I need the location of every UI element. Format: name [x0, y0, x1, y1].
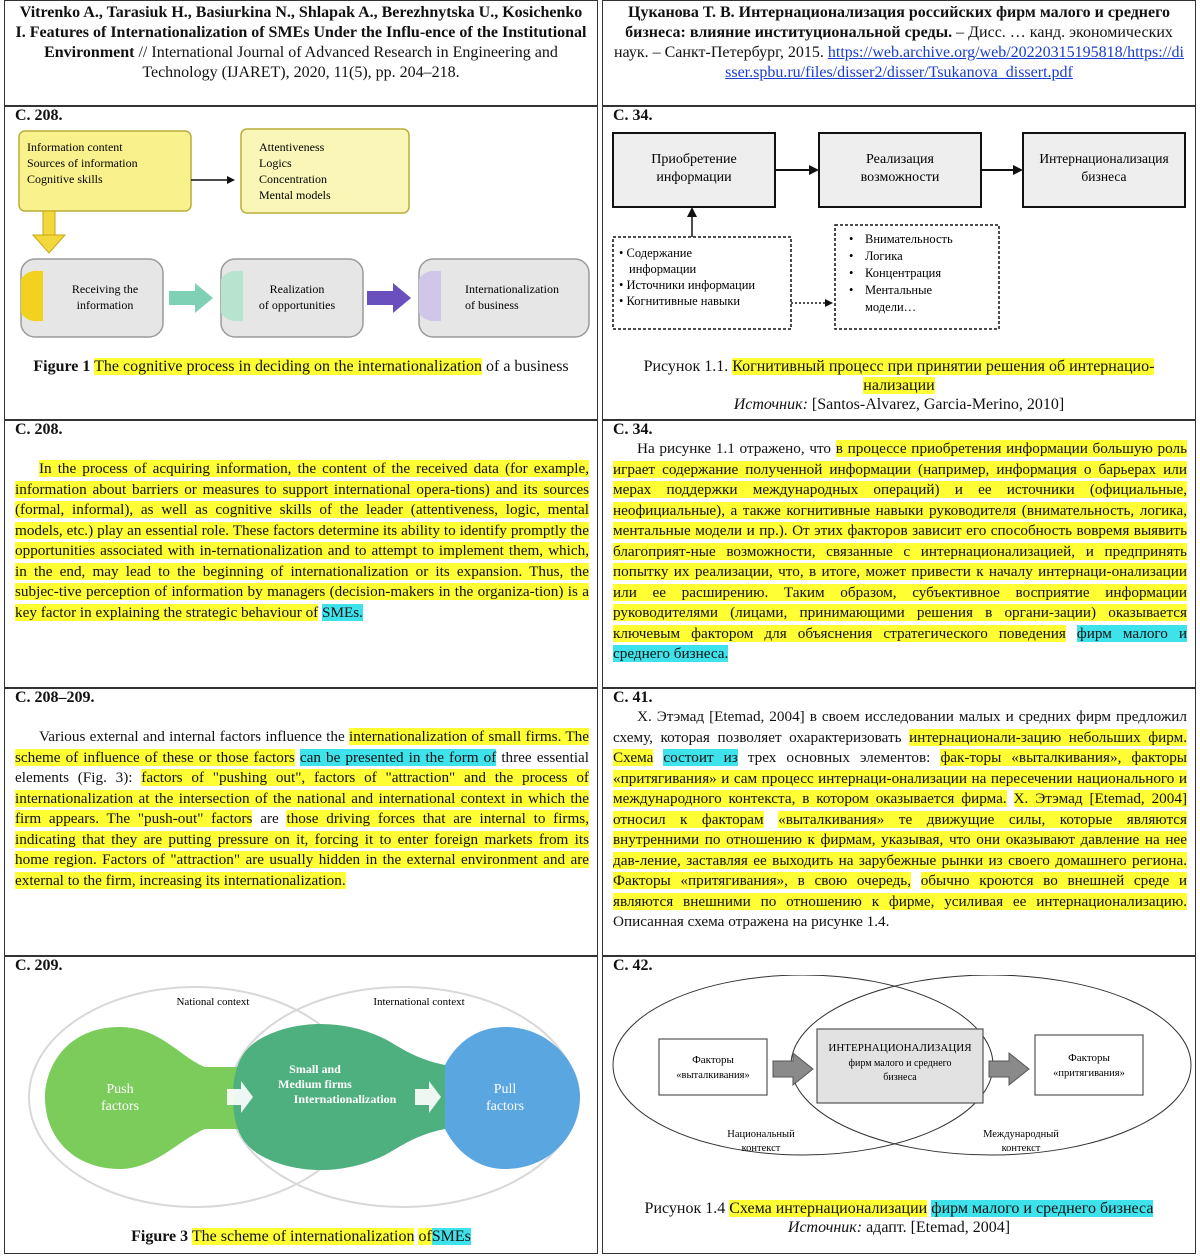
svg-text:Интернационализация	[1039, 151, 1168, 166]
svg-text:«притягивания»	[1053, 1068, 1125, 1079]
right-figure14-cell	[602, 956, 1196, 1254]
figure14-caption	[603, 1199, 1195, 1237]
down-arrow-head	[33, 235, 65, 253]
caption-label: Figure 3	[131, 1228, 189, 1245]
svg-text:Логика	[865, 249, 903, 263]
fig1-box1-line: Cognitive skills	[27, 172, 103, 186]
fig1-box2-line: Logics	[259, 156, 292, 170]
arrow-head	[825, 299, 833, 307]
svg-text:Внимательность	[865, 232, 953, 246]
fig11-list2-line: Концентрация	[865, 266, 942, 280]
fig14-center-line: ИНТЕРНАЦИОНАЛИЗАЦИЯ	[828, 1042, 972, 1054]
svg-text:Mental models	[259, 188, 331, 202]
svg-text:•: •	[849, 232, 854, 246]
svg-text:информации	[656, 170, 732, 185]
svg-text:информации	[629, 262, 697, 276]
fig11-list2-line: Ментальные	[865, 283, 933, 297]
fig1-box2-line: Attentiveness	[259, 140, 325, 154]
caption-text: The cognitive process in deciding on the internationalization	[94, 358, 482, 375]
highlighted-text: factors of "pushing out", factors of "attraction" and the process of internationalization at the intersection of the national and international context in which the firm appears. The "push-out" factors	[15, 769, 589, 827]
page-number: С. 209.	[15, 957, 63, 974]
svg-text:factors	[486, 1099, 524, 1114]
svg-text:Receiving the	[72, 282, 138, 296]
plain-text: На рисунке 1.1 отражено, что	[637, 440, 832, 457]
up-arrow-head	[687, 207, 697, 217]
figure1-caption	[5, 357, 597, 376]
fig14-push-line: «выталкивания»	[676, 1070, 750, 1081]
right-paragraph-2	[603, 707, 1195, 933]
svg-text:Ментальные	[865, 283, 932, 297]
caption-text: Схема интернационализации	[729, 1200, 928, 1217]
caption-of: of	[418, 1228, 432, 1245]
fig14-center-line: бизнеса	[883, 1072, 917, 1083]
fig1-stage2-line: of opportunities	[258, 298, 336, 312]
fig14-push-line: Факторы	[692, 1054, 734, 1066]
pull-label: factors	[485, 1099, 525, 1114]
svg-text:Национальный	[727, 1129, 795, 1140]
pull-box	[1035, 1035, 1143, 1095]
left-paragraph-1	[5, 459, 597, 623]
international-context-label: International context	[373, 996, 465, 1008]
svg-text:Logics	[259, 156, 292, 170]
svg-text:factors	[101, 1099, 139, 1114]
svg-text:Приобретение	[651, 152, 736, 167]
arrow-head	[809, 165, 819, 175]
fig11-list2-line: модели…	[865, 300, 917, 314]
center-label: Internationalization	[293, 1092, 397, 1106]
fig1-stage3-line: Internationalization	[465, 282, 559, 296]
figure3-caption	[5, 1227, 597, 1246]
caption-label: Рисунок 1.1.	[643, 358, 729, 375]
left-figure3-cell	[4, 956, 598, 1254]
fig1-stage2-line: Realization	[269, 282, 325, 296]
svg-text:•: •	[849, 249, 854, 263]
plain-text: (Fig. 3):	[77, 769, 133, 786]
page-number: С. 42.	[613, 957, 653, 974]
svg-text:National context	[176, 996, 249, 1008]
push-box	[659, 1039, 767, 1095]
fig11-list2-line: Внимательность	[865, 232, 953, 246]
right-text-cell-2	[602, 688, 1196, 956]
svg-text:•: •	[849, 283, 854, 297]
green-arrow	[169, 283, 213, 313]
figure11-caption	[603, 357, 1195, 414]
cyan-highlight: фирм малого и среднего бизнеса.	[613, 624, 1188, 662]
svg-text:Реализация	[866, 152, 935, 167]
right-ref-source: – Дисс. … канд. экономических наук. – Санкт-Петербург, 2015.	[613, 24, 1173, 61]
cyan-highlight: SMEs	[431, 1228, 471, 1245]
highlighted-text: In the process of acquiring information, the content of the received data (for example, information about barriers or measures to support international opera-tions) and its sources (formal, informal), as well as cognitive skills of the leader (attentiveness, logic, mental models, etc.) play an essential role. These factors determine its ability to identify promptly the opportunities associated with in-ternationalization and to attempt to implement them, which, in the end, may lead to the beginning of internationalization or its expansion. Thus, the subjec-tive perception of information by managers (decision-makers in the organiza-tion) is a key factor in explaining the strategic behaviour of	[15, 460, 589, 621]
fig1-stage3-line: of business	[465, 298, 519, 312]
svg-text:Pull	[494, 1082, 517, 1097]
svg-text:Факторы	[1068, 1052, 1110, 1064]
center-label: Medium firms	[278, 1077, 352, 1091]
fig1-stage1-line: information	[76, 298, 134, 312]
fig11-list1-line: информации	[629, 262, 697, 276]
svg-text:• Когнитивные навыки	[619, 294, 740, 308]
caption-label: Figure 1	[33, 358, 91, 375]
right-figure11-cell	[602, 106, 1196, 420]
caption-text: Когнитивный процесс при принятии решения об интернацио-нализации	[732, 358, 1155, 394]
source-label: Источник:	[787, 1219, 863, 1236]
svg-text:Small and	[289, 1062, 341, 1076]
caption-label: Рисунок 1.4	[644, 1200, 726, 1217]
highlighted-text: обычно кроются во внешней среде и являются внешними по отношению к фирме, усиливая ее интернационализацию.	[613, 872, 1188, 910]
fig11-box1-line: информации	[656, 170, 732, 185]
plain-text: Описанная схема отражена на рисунке 1.4.	[613, 913, 890, 930]
fig1-box2-line: Mental models	[259, 188, 331, 202]
cyan-highlight: can be presented in the form of	[299, 748, 497, 766]
svg-text:Концентрация	[865, 266, 941, 280]
highlighted-text: «выталкивания» те движущие силы, которые являются внутренними по отношению к фирмам, указывая, что они оказывают давление на нее дав-ление, заставляя ее выходить на зарубежные рынки из своего домашнего региона. Факторы «притягивания», в свою очередь,	[613, 810, 1187, 889]
fig1-box2-line: Concentration	[259, 172, 327, 186]
svg-text:модели…	[865, 300, 916, 314]
fig11-box3-line: Интернационализация	[1039, 151, 1169, 166]
svg-text:Sources of information	[27, 156, 138, 170]
svg-text:Concentration	[259, 172, 327, 186]
svg-text:International context	[373, 996, 464, 1008]
figure14-diagram	[603, 975, 1195, 1195]
left-ref-source: // International Journal of Advanced Research in Engineering and Technology (IJARET), 2020, 11(5), pp. 204–218.	[138, 44, 558, 81]
fig14-center-line: фирм малого и среднего	[848, 1058, 952, 1069]
right-ref-title: Интернационализация российских фирм малого и среднего бизнеса: влияние институциональной среды.	[625, 4, 1170, 41]
svg-text:Medium firms	[278, 1077, 352, 1091]
highlighted-text: фак-торы «выталкивания», факторы «притягивания» и сам процесс интернаци-онализации на пересечении национального и международного контекста, в котором оказывается фирма.	[613, 749, 1188, 807]
fig14-international-line: контекст	[1001, 1143, 1041, 1154]
svg-text:Internationalization	[294, 1092, 397, 1106]
fig11-list1-line: • Содержание	[619, 246, 692, 260]
down-arrow-shaft	[43, 211, 55, 235]
right-ref-url-link[interactable]: https://web.archive.org/web/20220315195818/https://disser.spbu.ru/files/disser2/disser/Tsukanova_dissert.pdf	[725, 44, 1184, 81]
purple-arrow	[367, 283, 411, 313]
push-factors-shape	[45, 1027, 255, 1169]
svg-text:•: •	[849, 266, 854, 280]
svg-text:• Содержание	[619, 246, 692, 260]
push-label: factors	[100, 1099, 140, 1114]
fig11-box2-line: возможности	[860, 170, 940, 185]
page-number: С. 34.	[613, 421, 653, 438]
svg-text:контекст	[742, 1143, 781, 1154]
left-figure1-cell	[4, 106, 598, 420]
fig14-international-line: Международный	[983, 1129, 1059, 1140]
gray-arrow-2	[989, 1053, 1029, 1085]
svg-text:of business	[465, 298, 519, 312]
figure1-diagram	[5, 125, 597, 375]
plain-text: Х. Этэмад [Etemad, 2004] в своем исследовании малых и средних фирм предложил схему, которая позволяет охарактеризовать	[613, 708, 1187, 746]
highlighted-text: those driving forces that are internal to firms, indicating that they are putting pressure on it, forcing it to enter foreign markets from its home region. Factors of "attraction" are usually hidden in the external environment and are external to the firm, increasing its internationalization.	[15, 810, 589, 889]
fig14-national-line: Национальный	[727, 1129, 795, 1140]
cyan-highlight: фирм малого и среднего бизнеса	[931, 1200, 1154, 1217]
fig14-pull-line: «притягивания»	[1053, 1068, 1125, 1079]
plain-text: are	[260, 810, 279, 827]
svg-text:«выталкивания»	[676, 1070, 750, 1081]
arrow-head	[1013, 165, 1023, 175]
figure11-diagram	[603, 125, 1195, 357]
source-text: [Santos-Alvarez, Garcia-Merino, 2010]	[811, 396, 1065, 413]
plain-text: трех основных элементов:	[747, 749, 931, 766]
page-number: С. 41.	[613, 689, 653, 706]
page-number: С. 208–209.	[15, 689, 95, 706]
source-label: Источник:	[733, 396, 808, 413]
fig11-list1-line: • Источники информации	[619, 278, 756, 292]
fig11-list1-line: • Когнитивные навыки	[619, 294, 741, 308]
fig11-box2-line: Реализация	[866, 152, 934, 167]
national-context-label: National context	[176, 996, 250, 1008]
svg-text:Realization	[270, 282, 325, 296]
left-ref-authors: Vitrenko A., Tarasiuk H., Basiurkina N., Shlapak A., Berezhnytska U., Kosichenko I.	[15, 4, 583, 41]
fig14-pull-line: Факторы	[1068, 1052, 1110, 1064]
svg-text:of opportunities	[259, 298, 336, 312]
source-text: адапт. [Etemad, 2004]	[866, 1219, 1011, 1236]
svg-text:Факторы	[692, 1054, 734, 1066]
arrow-head	[227, 176, 235, 184]
stage-receiving-tab	[21, 271, 43, 321]
page-number: С. 208.	[15, 421, 63, 438]
svg-text:ИНТЕРНАЦИОНАЛИЗАЦИЯ	[828, 1042, 972, 1054]
plain-text: three essential elements	[15, 748, 589, 786]
fig11-box1-line: Приобретение	[651, 152, 737, 167]
left-ref-title: Features of Internationalization of SMEs Under the Influ-ence of the Institutional Environment	[29, 24, 587, 61]
right-ref-author: Цуканова Т. В.	[628, 4, 735, 21]
svg-text:бизнеса	[1081, 169, 1126, 184]
svg-text:Cognitive skills	[27, 172, 103, 186]
figure3-diagram	[5, 979, 597, 1229]
center-label: Small and	[289, 1062, 341, 1076]
push-label: Push	[106, 1082, 134, 1097]
highlighted-text: internationalization of small firms. The scheme of influence of these or those factors	[15, 728, 589, 766]
svg-text:Attentiveness	[259, 140, 325, 154]
svg-text:контекст	[1002, 1143, 1041, 1154]
svg-text:Information content	[27, 140, 123, 154]
svg-text:возможности	[861, 170, 940, 185]
pull-label: Pull	[493, 1082, 517, 1097]
page-number: С. 208.	[15, 107, 63, 124]
highlighted-text: в процессе приобретения информации большую роль играет содержание полученной информации (например, информация о барьерах или мерах поддержки международных операций) и ее источники (официальные, неофициальные), а также когнитивные навыки руководителя (внимательность, логика, ментальные модели и пр.). От этих факторов зависит его способность вовремя выявить благоприят-ные возможности, связанные с интернационализацией, и предпринять попытку их реализации, что, в итоге, может привести к началу интернаци-онализации или ее расширению. Таким образом, субъективное восприятие информации руководителями (лицами, принимающими решения в органи-зации) оказывается ключевым фактором для объяснения стратегического поведения	[613, 440, 1187, 642]
svg-text:фирм малого и среднего	[849, 1058, 952, 1069]
svg-text:Push	[106, 1082, 133, 1097]
svg-text:• Источники информации	[619, 278, 755, 292]
svg-text:бизнеса	[883, 1072, 917, 1083]
gray-arrow-1	[773, 1053, 813, 1085]
left-text-cell-1	[4, 420, 598, 688]
right-paragraph-1	[603, 439, 1195, 665]
caption-text: The scheme of internationalization	[191, 1228, 415, 1245]
left-reference-cell	[4, 0, 598, 106]
svg-text:Internationalization	[465, 282, 559, 296]
svg-text:information	[77, 298, 134, 312]
highlighted-text: Х. Этэмад [Etemad, 2004] относил к факторам	[613, 790, 1188, 828]
highlighted-text: интернационали-зацию небольших фирм. Схема	[613, 728, 1187, 766]
left-paragraph-2	[5, 727, 597, 891]
svg-text:Международный	[983, 1129, 1059, 1140]
cyan-highlight: SMEs.	[322, 603, 363, 621]
right-reference-cell	[602, 0, 1196, 106]
stage-internationalization-tab	[419, 271, 441, 321]
caption-rest: of a business	[485, 358, 569, 375]
stage-realization-tab	[221, 271, 243, 321]
fig14-national-line: контекст	[741, 1143, 781, 1154]
fig1-box1-line: Sources of information	[27, 156, 138, 170]
cyan-highlight: состоит из	[663, 749, 738, 766]
plain-text: Various external and internal factors influence the	[39, 728, 345, 745]
fig11-box3-line: бизнеса	[1081, 169, 1127, 184]
right-text-cell-1	[602, 420, 1196, 688]
fig1-stage1-line: Receiving the	[71, 282, 139, 296]
page-number: С. 34.	[613, 107, 653, 124]
left-text-cell-2	[4, 688, 598, 956]
fig11-list2-line: Логика	[865, 249, 903, 263]
fig1-box1-line: Information content	[27, 140, 123, 154]
